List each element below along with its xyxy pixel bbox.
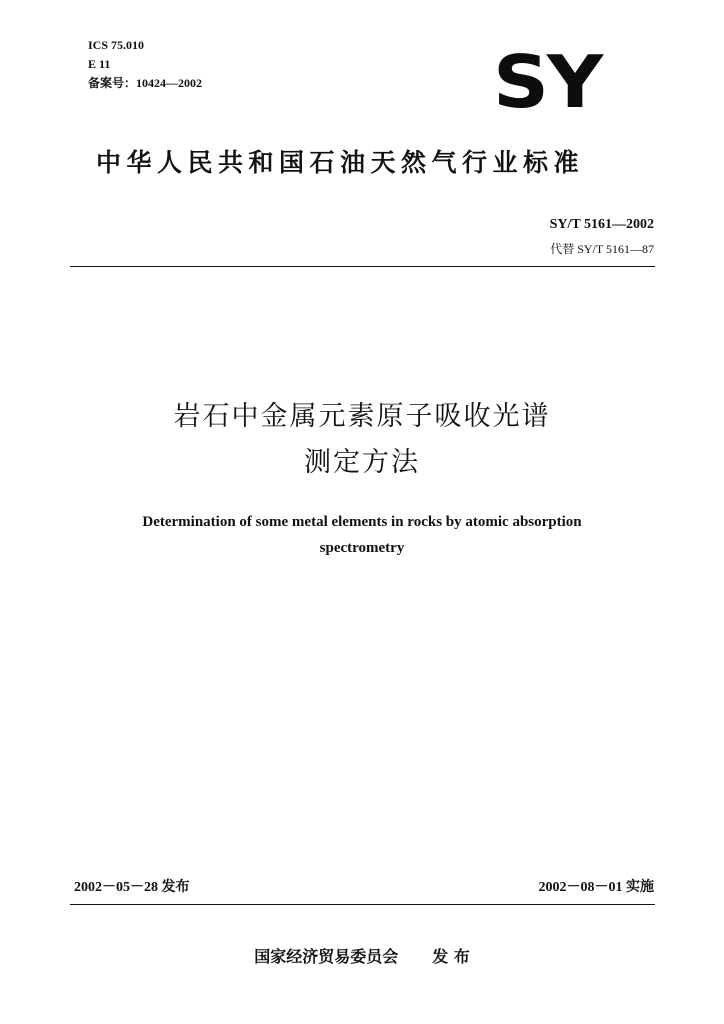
footer-divider	[70, 904, 655, 905]
effective-date: 2002－08－01 实施	[538, 880, 654, 895]
standard-code: SY/T 5161—2002	[549, 217, 654, 232]
title-cn-line1: 岩石中金属元素原子吸收光谱	[173, 401, 551, 432]
sy-logo: SY	[493, 40, 601, 124]
publisher-line	[0, 944, 724, 967]
record-number: 备案号：10424—2002	[88, 76, 203, 90]
title-en-line1: Determination of some metal elements in rocks by atomic absorption	[142, 514, 582, 530]
ics-code: ICS 75.010	[88, 38, 145, 52]
issuer: 国家经济贸易委员会	[254, 947, 399, 966]
title-en-line2: spectrometry	[319, 540, 405, 556]
classification-code: E 11	[88, 57, 111, 71]
organization-title: 中华人民共和国石油天然气行业标准	[96, 148, 585, 177]
title-cn-line2: 测定方法	[304, 447, 420, 478]
header-divider	[70, 266, 655, 267]
issue-date: 2002－05－28 发布	[74, 880, 190, 895]
issue-word: 发 布	[432, 947, 470, 966]
replaces-standard: 代替 SY/T 5161—87	[550, 242, 654, 256]
